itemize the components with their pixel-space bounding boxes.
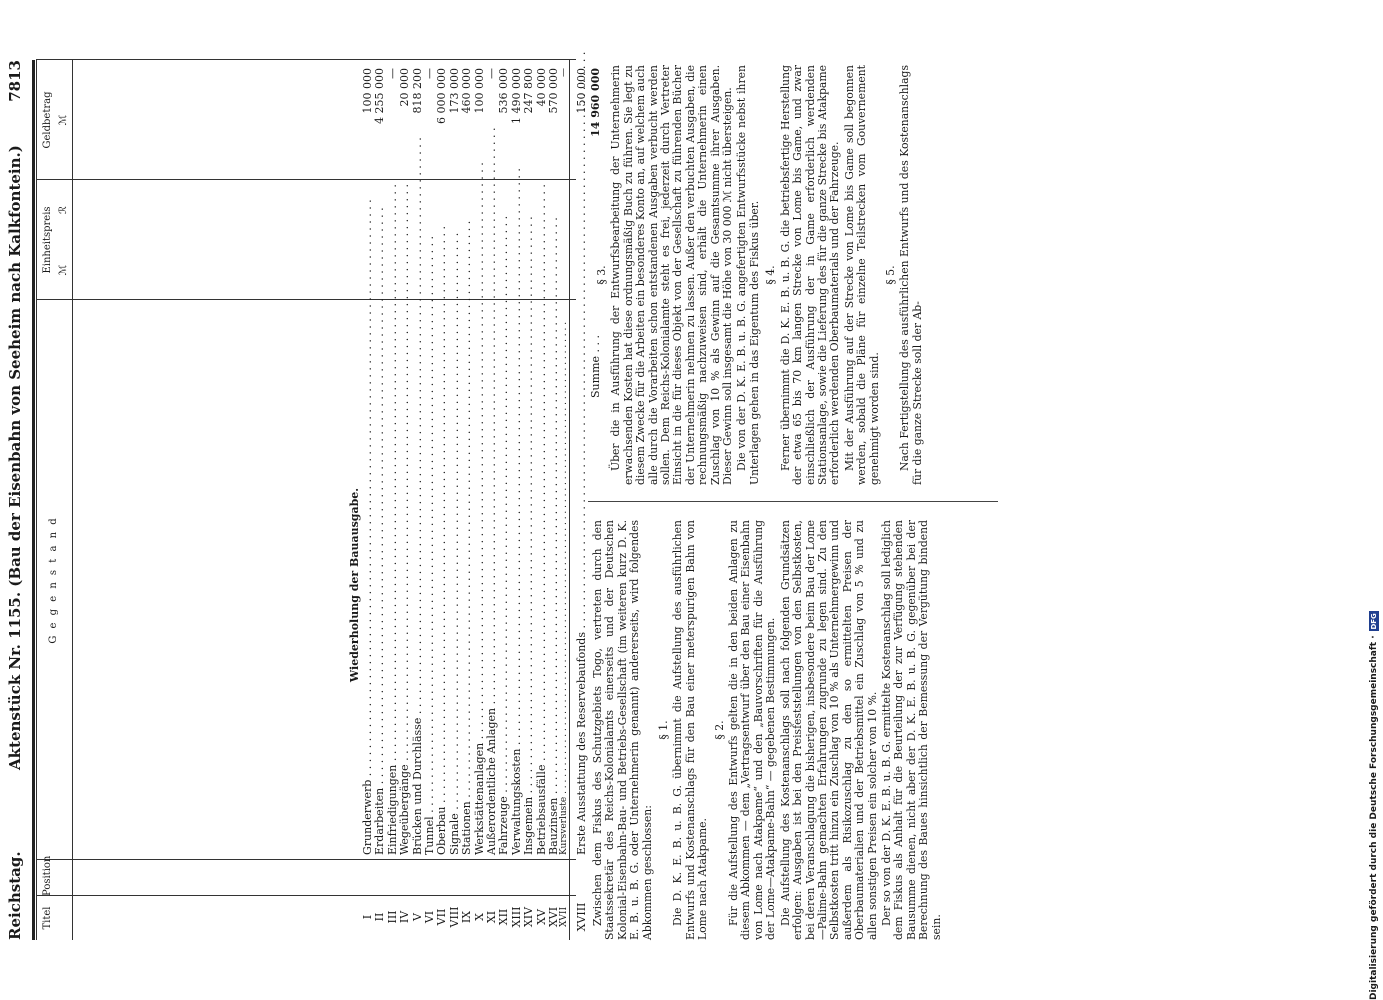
table-row: XVII Kursverluste . . . —: [560, 60, 568, 940]
table-row: XVI Bauzinsen . . . 570 000: [548, 60, 560, 940]
section-3-text-a: Über die in Ausführung der Entwurfsbearbeitung der Unternehmerin erwachsenden Kosten hat diese ordnungsmäßig Buch zu führen. Sie legt zu diesem Zwecke für die Arbeiten ein besonderes Konto an, auf welchem auch alle durch die Vorarbeiten schon entstandenen Ausgaben verbucht werden sollen. Dem Reichs-Kolonialamte steht es frei, jederzeit durch Vertreter Einsicht in die für dieses Objekt von der Gesellschaft zu führenden Bücher der Unternehmerin nehmen zu lassen. Außer den verbuchten Ausgaben, die rechnungsmäßig nachzuweisen sind, erhält die Unternehmerin einen Zuschlag von 10 % als Gewinn auf die Gesamtsumme ihrer Ausgaben. Dieser Gewinn soll insgesamt die Höhe von 30 000 ℳ nicht übersteigen.: [609, 65, 735, 485]
column-divider: [588, 501, 998, 502]
table-row: XV Betriebsausfälle . . . 40 000: [536, 60, 548, 940]
table-row: III Einfriedigungen . . . —: [387, 60, 399, 940]
col-titel: Titel: [42, 906, 53, 930]
section-3-heading: § 3.: [595, 265, 608, 285]
table-row: VI Tunnel . . . —: [424, 60, 436, 940]
intro-paragraph: Zwischen dem Fiskus des Schutzgebiets Togo, vertreten durch den Staatssekretär des Reichs-Kolonialamts einerseits und der Deutschen Kolonial-Eisenbahn-Bau- und Betriebs-Gesellschaft (im weiteren kurz D. K. E. B. u. B. G. oder Unternehmerin genannt) andererseits, wird folgendes Abkommen geschlossen:: [591, 520, 654, 940]
section-2-text-b: Die Aufstellung des Kostenanschlags soll nach folgenden Grundsätzen erfolgen: Ausgaben ist bei den Preisfeststellungen von den Selbstkosten, bei deren Veranschlagung die bisherigen, insbesondere beim Bau der Lome—Palime-Bahn gemachten Erfahrungen zugrunde zu legen sind. Zu den Selbstkosten tritt hinzu ein Zuschlag von 10 % als Unternehmergewinn und außerdem als Risikozuschlag zu den so ermittelten Preisen der Oberbaumaterialien und der Betriebsmittel ein Zuschlag von 5 % und zu allen sonstigen Preisen ein solcher von 10 %.: [778, 520, 879, 940]
section-4-heading: § 4.: [764, 265, 778, 285]
col-geld-mark: ℳ: [58, 114, 69, 126]
table-sum-row: Summe . . . 14 960 000: [589, 68, 602, 398]
section-1-heading: § 1.: [657, 720, 671, 740]
table-row: VIII Signale . . . 173 000: [449, 60, 461, 940]
section-4-text-a: Ferner übernimmt die D. K. E. B. u. B. G. die betriebsfertige Herstellung der etwa 65 bis 70 km langen Strecke von Lome bis Game, und zwar einschließlich der Ausführung der in Game erforderlich werdenden Stationsanlage, sowie die Lieferung des für die ganze Strecke bis Atakpame erforderlich werdenden Oberbaumaterials und der Fahrzeuge.: [778, 65, 842, 485]
table-row: VII Oberbau . . . 6 000 000: [436, 60, 448, 940]
table-row: IX Stationen . . . 460 000: [461, 60, 473, 940]
table-heading: Wiederholung der Bauausgabe.: [348, 487, 361, 683]
col-position: Position: [42, 855, 53, 896]
col-gegenstand: G e g e n s t a n d: [48, 516, 59, 644]
header-rule: [32, 60, 35, 940]
right-text-column: [592, 65, 926, 485]
cost-table: [36, 60, 602, 940]
section-2-text-a: Für die Aufstellung des Entwurfs gelten die in den beiden Anlagen zu diesem Abkommen — dem „Vertragsentwurf über den Bau einer Eisenbahn von Lome nach Atakpame“ und den „Bauvorschriften für die Ausführung der Lome—Atakpame-Bahn“ — gegebenen Bestimmungen.: [727, 520, 778, 940]
section-4-text-b: Mit der Ausführung auf der Strecke von Lome bis Game soll begonnen werden, sobald die Pläne für einzelne Teilstrecken vom Gouvernement genehmigt worden sind.: [842, 65, 881, 485]
dfg-logo: DFG: [1370, 613, 1378, 630]
col-einheit-mark: ℳ: [58, 264, 69, 276]
table-row: I Grunderwerb . . . 100 000: [362, 60, 374, 940]
table-row: XII Fahrzeuge . . . 536 000: [498, 60, 510, 940]
section-3-text-b: Die von der D. K. E. B. u. B. G. angefertigten Entwurfsstücke nebst ihren Unterlagen gehen in das Eigentum des Fiskus über.: [735, 65, 761, 485]
section-2-text-c: Der so von der D. K. E. B. u. B. G. ermittelte Kostenanschlag soll lediglich dem Fiskus als Anhalt für die Beurteilung der zur Verfügung stehenden Bausumme dienen, nicht aber der D. K. E. B. u. B. G. gegenüber bei der Berechnung des Baues hinsichtlich der Bemessung der Vergütung bindend sein.: [879, 520, 943, 940]
section-2-heading: § 2.: [712, 720, 726, 740]
footer-text: Digitalisierung gefördert durch die Deutsche Forschungsgemeinschaft ·: [1369, 635, 1379, 1000]
table-row: II Erdarbeiten . . . 4 255 000: [374, 60, 386, 940]
table-row: V Brücken und Durchlässe . . . 818 200: [412, 60, 424, 940]
col-geldbetrag: Geldbetrag: [42, 91, 53, 149]
left-text-column: [592, 520, 945, 940]
table-row: X Werkstättenanlagen . . . 100 000: [474, 60, 486, 940]
col-einheit-pf: ℛ: [58, 206, 69, 214]
table-row: XVIII Erste Ausstattung des Reservebaufonds . . . 150 000: [576, 60, 588, 940]
table-row: XIII Verwaltungskosten . . . 1 490 000: [511, 60, 523, 940]
section-1-text: Die D. K. E. B. u. B. G. übernimmt die Aufstellung des ausführlichen Entwurfs und Kostenanschlags für den Bau einer meterspurigen Bahn von Lome nach Atakpame.: [671, 520, 710, 940]
page-header: [6, 60, 30, 940]
page-number: 7813: [6, 60, 24, 102]
header-left: Reichstag.: [6, 851, 24, 940]
section-5-heading: § 5.: [883, 265, 897, 285]
section-5-text: Nach Fertigstellung des ausführlichen Entwurfs und des Kostenanschlags für die ganze Strecke soll der Ab-: [898, 65, 924, 485]
table-row: IV Wegeübergänge . . . 20 000: [399, 60, 411, 940]
table-row: XIV Insgemein . . . 247 800: [523, 60, 535, 940]
col-einheitspreis: Einheitspreis: [42, 206, 53, 274]
table-row: XI Außerordentliche Anlagen . . . —: [486, 60, 498, 940]
digitization-footer: [1369, 611, 1379, 1000]
header-title: Aktenstück Nr. 1155. (Bau der Eisenbahn von Seeheim nach Kalkfontein.): [6, 145, 24, 770]
